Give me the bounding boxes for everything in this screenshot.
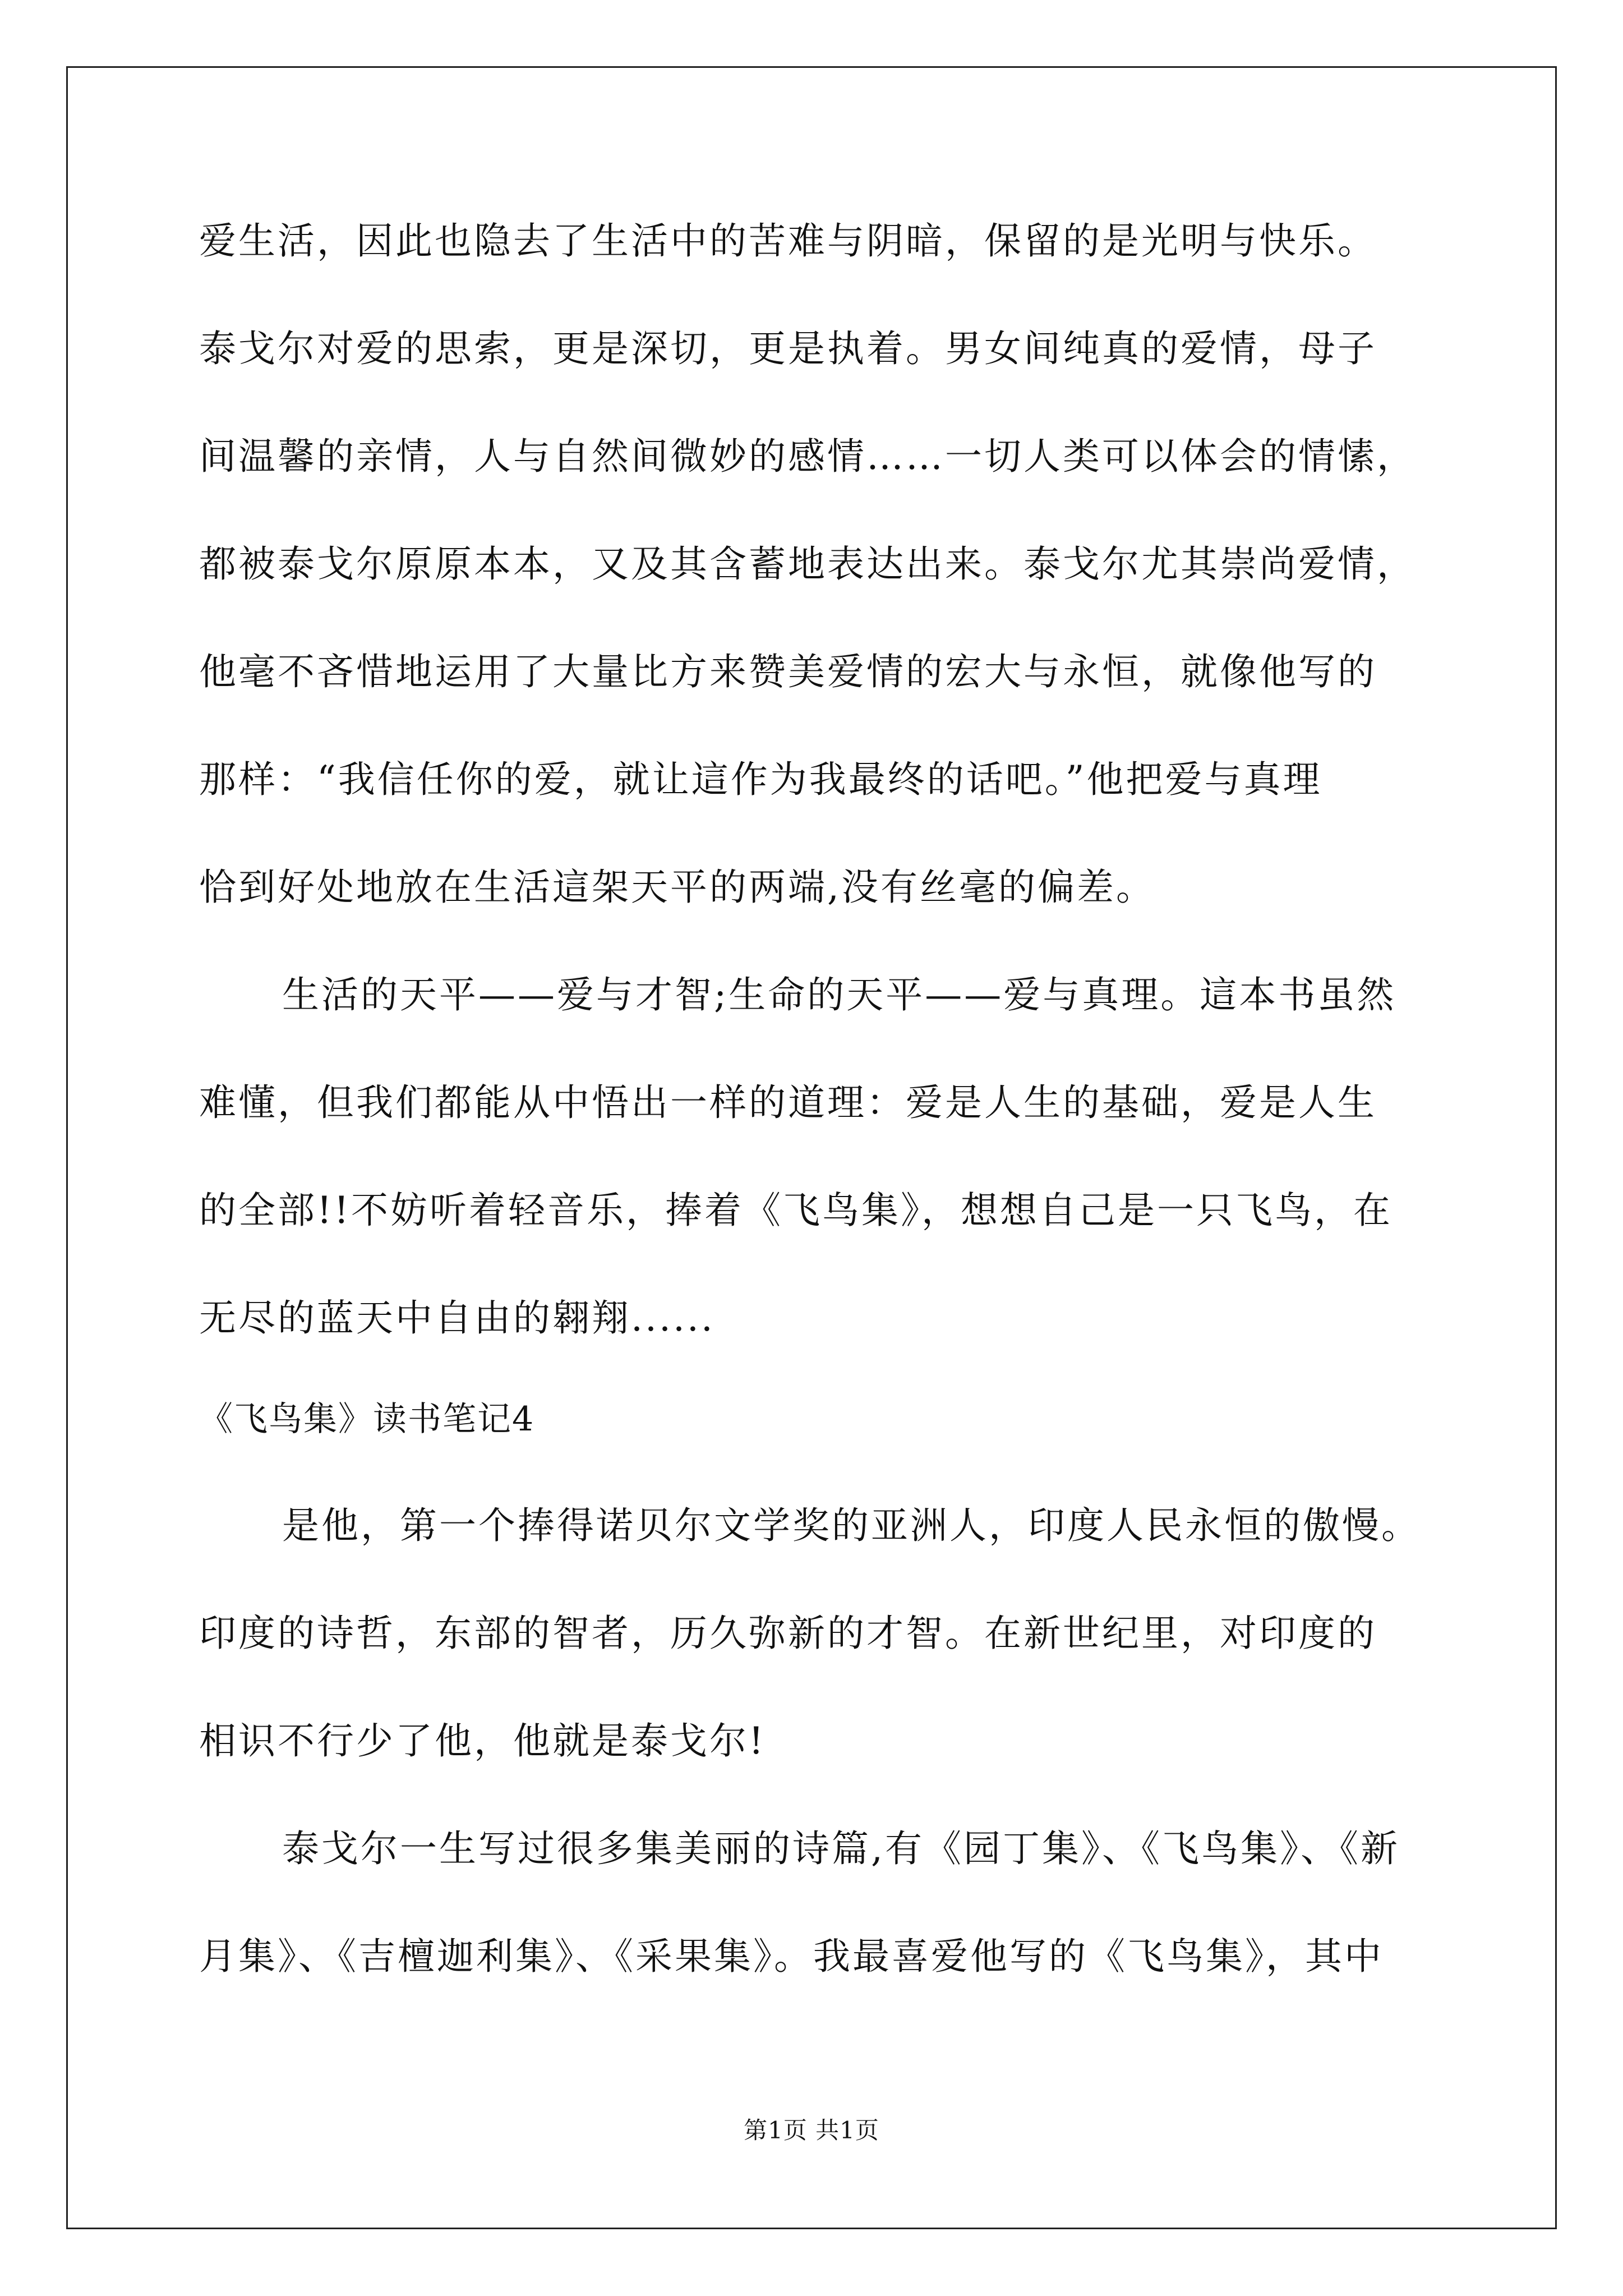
page-border: [66, 66, 1557, 2229]
text-line: 恰到好处地放在生活這架天平的两端,没有丝毫的偏差。: [199, 866, 1155, 909]
page-footer: 第1页 共1页: [744, 2116, 879, 2144]
text-line: 相识不行少了他，他就是泰戈尔!: [199, 1719, 766, 1763]
text-line: 印度的诗哲，东部的智者，历久弥新的才智。在新世纪里，对印度的: [199, 1612, 1377, 1655]
paragraph-start-line: 生活的天平——爱与才智;生命的天平——爱与真理。這本书虽然: [282, 973, 1396, 1016]
text-line: 他毫不吝惜地运用了大量比方来赞美爱情的宏大与永恒，就像他写的: [199, 650, 1377, 693]
text-line: 无尽的蓝天中自由的翱翔......: [199, 1296, 715, 1340]
text-line: 泰戈尔对爱的思索，更是深切，更是执着。男女间纯真的爱情，母子: [199, 327, 1377, 370]
paragraph-start-line: 是他，第一个捧得诺贝尔文学奖的亚洲人，印度人民永恒的傲慢。: [282, 1504, 1421, 1547]
text-line: 爱生活，因此也隐去了生活中的苦难与阴暗，保留的是光明与快乐。: [199, 219, 1377, 263]
text-line: 那样：“我信任你的爱，就让這作为我最终的话吧。”他把爱与真理: [199, 758, 1322, 801]
text-line: 难懂，但我们都能从中悟出一样的道理：爱是人生的基础，爱是人生: [199, 1081, 1377, 1124]
text-line: 的全部!!不妨听着轻音乐，捧着《飞鸟集》，想想自己是一只飞鸟，在: [199, 1189, 1393, 1232]
text-line: 都被泰戈尔原原本本，又及其含蓄地表达出来。泰戈尔尤其崇尚爱情，: [199, 542, 1416, 586]
paragraph-start-line: 泰戈尔一生写过很多集美丽的诗篇,有《园丁集》、《飞鸟集》、《新: [282, 1827, 1400, 1870]
text-line: 间温馨的亲情，人与自然间微妙的感情……一切人类可以体会的情愫，: [199, 435, 1416, 478]
text-line: 月集》、《吉檀迦利集》、《采果集》。我最喜爱他写的《飞鸟集》，其中: [199, 1935, 1384, 1978]
section-heading: 《飞鸟集》读书笔记4: [199, 1400, 535, 1439]
